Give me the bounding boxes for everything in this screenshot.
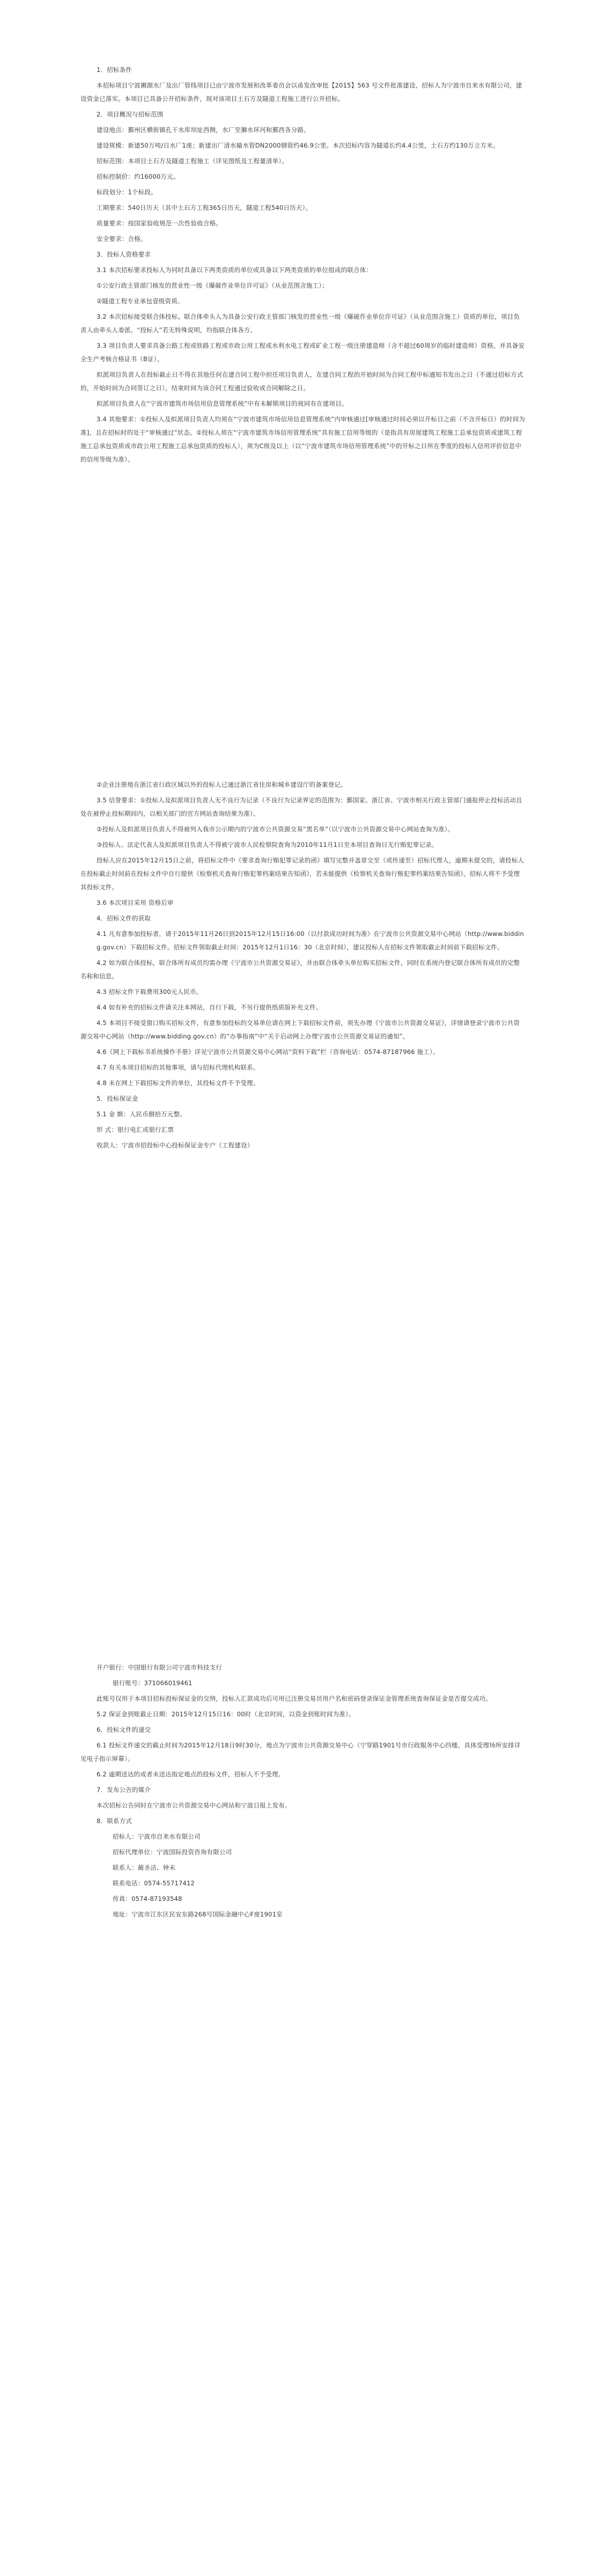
paragraph: 拟派项目负责人在投标截止日不得在其他任何在建合同工程中担任项目负责人，在建合同工程的开始时间为合同工程中标通知书发出之日（不通过招标方式的，开始时间为合同签订之日），结束时间为该合同工程通过验收或合同解除之日。 [80, 371, 523, 392]
paragraph: 收款人：宁波市招投标中心投标保证金专户（工程建设） [97, 1141, 254, 1149]
paragraph: 地址：宁波市江东区民安东路268号国际金融中心F座1901室 [113, 1911, 283, 1918]
paragraph: 3.6 本次项目采用 资格后审 [97, 899, 174, 906]
paragraph: 6．投标文件的递交 [97, 1726, 151, 1733]
paragraph: 4.7 有关本项目招标的其他事项，请与招标代理机构联系。 [97, 1064, 260, 1071]
paragraph: 招标控制价：约16000万元。 [97, 173, 180, 180]
paragraph: 质量要求：按国家验收规范一次性验收合格。 [97, 219, 222, 227]
paragraph: 4.2 如为联合体投标，联合体所有成员均需办理《宁波市公共资源交易证》，并由联合体牵头单位购买招标文件，同时在系统内登记联合体所有成员的完整名称和信息。 [80, 959, 520, 980]
document-section-3 [80, 1661, 526, 1923]
paragraph: 5.2 保证金到账截止日期：2015年12月15日16：00时（北京时间，以资金到账时间为准）。 [97, 1710, 355, 1718]
paragraph: ③投标人、法定代表人及拟派项目负责人不得被宁波市人民检察院查询为2010年11月1日至本项目查询日无行贿犯罪记录。 [97, 841, 438, 848]
paragraph: 4.3 招标文件下载费用300元人民币。 [97, 988, 203, 996]
paragraph: 3.1 本次招标要求投标人为同时具备以下两类资质的单位或具备以下两类资质的单位组成的联合体： [97, 266, 373, 274]
paragraph: 招标代理单位：宁波国际投资咨询有限公司 [113, 1848, 232, 1856]
paragraph: 2．项目概况与招标范围 [97, 111, 164, 118]
paragraph: 7．发布公告的媒介 [97, 1786, 151, 1794]
paragraph: 形 式：银行电汇或银行汇票 [97, 1126, 174, 1133]
paragraph: 开户银行：中国银行有限公司宁波市科技支行 [97, 1664, 222, 1671]
paragraph: 本次招标公告同时在宁波市公共资源交易中心网站和宁波日报上发布。 [97, 1802, 291, 1809]
paragraph: 3.2 本次招标接受联合体投标。联合体牵头人为具备公安行政主管部门核发的营业性一级《爆破作业单位许可证》（从业范围含施工）资质的单位，项目负责人由牵头人委派。“投标人”若无特殊说明，均指联合体各方。 [80, 313, 520, 334]
paragraph: 投标人应在2015年12月15日之前，将招标文件中《要求查询行贿犯罪记录的函》填写完整并盖章交至（或传递至）招标代理人，逾期未提交的，请投标人在投标截止时间前在投标文件中自行提供《检察机关查询行贿犯罪档案结果告知函》，若未能提供《检察机关查询行贿犯罪档案结果告知函》，招标人将不予受理其投标文件。 [80, 857, 524, 891]
paragraph: 联系电话：0574-55717412 [113, 1879, 195, 1887]
paragraph: 5.1 金 额：人民币捌拾万元整。 [97, 1110, 186, 1118]
paragraph: ②投标人及拟派项目负责人不得被列入我市公示期内的宁波市公共资源交易“黑名单”（以宁波市公共资源交易中心网站查询为准）。 [97, 825, 454, 833]
paragraph: 6.2 逾期送达的或者未送达指定地点的投标文件，招标人不予受理。 [97, 1770, 285, 1778]
paragraph: 拟派项目负责人在“宁波市建筑市场信用信息管理系统”中有未解锁项目的视同有在建项目。 [97, 400, 348, 407]
paragraph: 招标范围：本项目土石方及隧道工程施工（详见图纸及工程量清单）。 [97, 157, 288, 165]
paragraph: 安全要求：合格。 [97, 235, 147, 243]
paragraph: 建设规模：新建50万吨/日水厂1座；新建出厂清水输水管DN2000钢管约46.9公里。本次招标内容为隧道长约4.4公里，土石方约130万立方米。 [97, 142, 499, 149]
paragraph: 传真：0574-87193548 [113, 1895, 182, 1902]
paragraph: 4．招标文件的获取 [97, 914, 151, 922]
paragraph: 4.8 未在网上下载招标文件的单位，其投标文件不予受理。 [97, 1079, 260, 1087]
paragraph: ②隧道工程专业承包壹级资质。 [97, 297, 184, 305]
paragraph: 本招标项目宁波狮源水厂及出厂管线项目已由宁波市发展和改革委员会以甬发改审批【2015】563 号文件批准建设，招标人为宁波市自来水有限公司，建设资金已落实。本项目已具备公开招标条件，现对该项目土石方及隧道工程施工进行公开招标。 [80, 82, 522, 103]
paragraph: 银行账号：371066019461 [113, 1679, 193, 1687]
paragraph: 联系人：蔺圣洁、钟未 [113, 1864, 175, 1871]
paragraph: 工期要求：540日历天（其中土石方工程365日历天，隧道工程540日历天）。 [97, 204, 312, 211]
paragraph: 3．投标人资格要求 [97, 251, 151, 258]
document-section-2 [80, 778, 526, 1154]
paragraph: 3.5 信誉要求：①投标人及拟派项目负责人无不良行为记录（不良行为记录界定的范围为：鄞国家、浙江省、宁波市相关行政主管部门通报停止投标活动且处在被停止投标期间内，以相关部门的官方网站查询结果为准）。 [80, 796, 522, 817]
paragraph: 3.4 其他要求：①投标人及拟派项目负责人均须在“宁波市建筑市场信用信息管理系统”内审核通过[审核通过时间必须以开标日之前（不含开标日）的时间为准]，且在招标时的处于“审核通过”状态。②投标人须在“宁波市建筑市场信用管理系统”具有施工信用等级的（是指具有房屋建筑工程施工总承包资质或建筑工程施工总承包资质或市政公用工程施工总承包资质的投标人），须为C级及以上（以“宁波市建筑市场信用管理系统”中的开标之日所在季度的投标人信用评价信息中的信用等级为准）。 [80, 415, 526, 463]
paragraph: 5．投标保证金 [97, 1095, 138, 1102]
paragraph: 4.5 本项目不接受窗口购买招标文件，有意参加投标的交易单位请在网上下载招标文件前，须先办理《宁波市公共资源交易证》，详情请登录宁波市公共资源交易中心网站（http://www.bidding.gov.cn）的“办事指南”中“关于启动网上办理宁波市公共资源交易证的通知”。 [80, 1019, 520, 1040]
paragraph: 8．联系方式 [97, 1817, 132, 1825]
paragraph: 此账号仅用于本项目招标投标保证金的交纳，投标人汇款成功后可用已注册交易员用户名和密码登录保证金管理系统查询保证金是否提交成功。 [97, 1695, 492, 1702]
paragraph: 4.6《网上下载标书系统操作手册》详见宁波市公共资源交易中心网站“资料下载”栏（咨询电话：0574-87187966 施工）。 [97, 1048, 439, 1056]
paragraph: 招标人：宁波市自来水有限公司 [113, 1833, 201, 1840]
paragraph: 6.1 投标文件递交的截止时间为2015年12月18日9时30分，地点为宁波市公共资源交易中心（宁穿路1901号市行政服务中心四楼，具体受理场所安排详见电子指示屏幕）。 [80, 1741, 521, 1762]
paragraph: 标段划分：1个标段。 [97, 188, 157, 196]
paragraph: 3.3 项目负责人要求具备公路工程或铁路工程或市政公用工程或水利水电工程或矿业工程一级注册建造师（含不超过60周岁的临时建造师）资格，并具备安全生产考核合格证书（B证）。 [80, 342, 525, 363]
paragraph: ①公安行政主管部门核发的营业性一级《爆破作业单位许可证》（从业范围含施工）； [97, 282, 328, 289]
paragraph: 4.1 凡有意参加投标者，请于2015年11月26日到2015年12月15日16:00（以付款成功时间为准）在宁波市公共资源交易中心网站（http://www.bidding.gov.cn）下载招标文件。招标文件领取截止时间：2015年12月1日16：30（北京时间），建议投标人在招标文件领取截止时间前下载招标文件。 [97, 930, 524, 951]
paragraph: 1．招标条件 [97, 66, 132, 74]
paragraph: 4.4 如有补充的招标文件请关注本网站，自行下载，不另行提供纸质版补充文件。 [97, 1004, 322, 1011]
document-section-1 [80, 63, 526, 469]
paragraph: 建设地点：鄞州区横街镇孔干水库坝址西侧，水厂至狮水环河和鄞西各分路。 [97, 126, 310, 134]
paragraph: ②企业注册地在浙江省行政区域以外的投标人已通过浙江省住房和城乡建设厅的备案登记。 [97, 781, 347, 788]
